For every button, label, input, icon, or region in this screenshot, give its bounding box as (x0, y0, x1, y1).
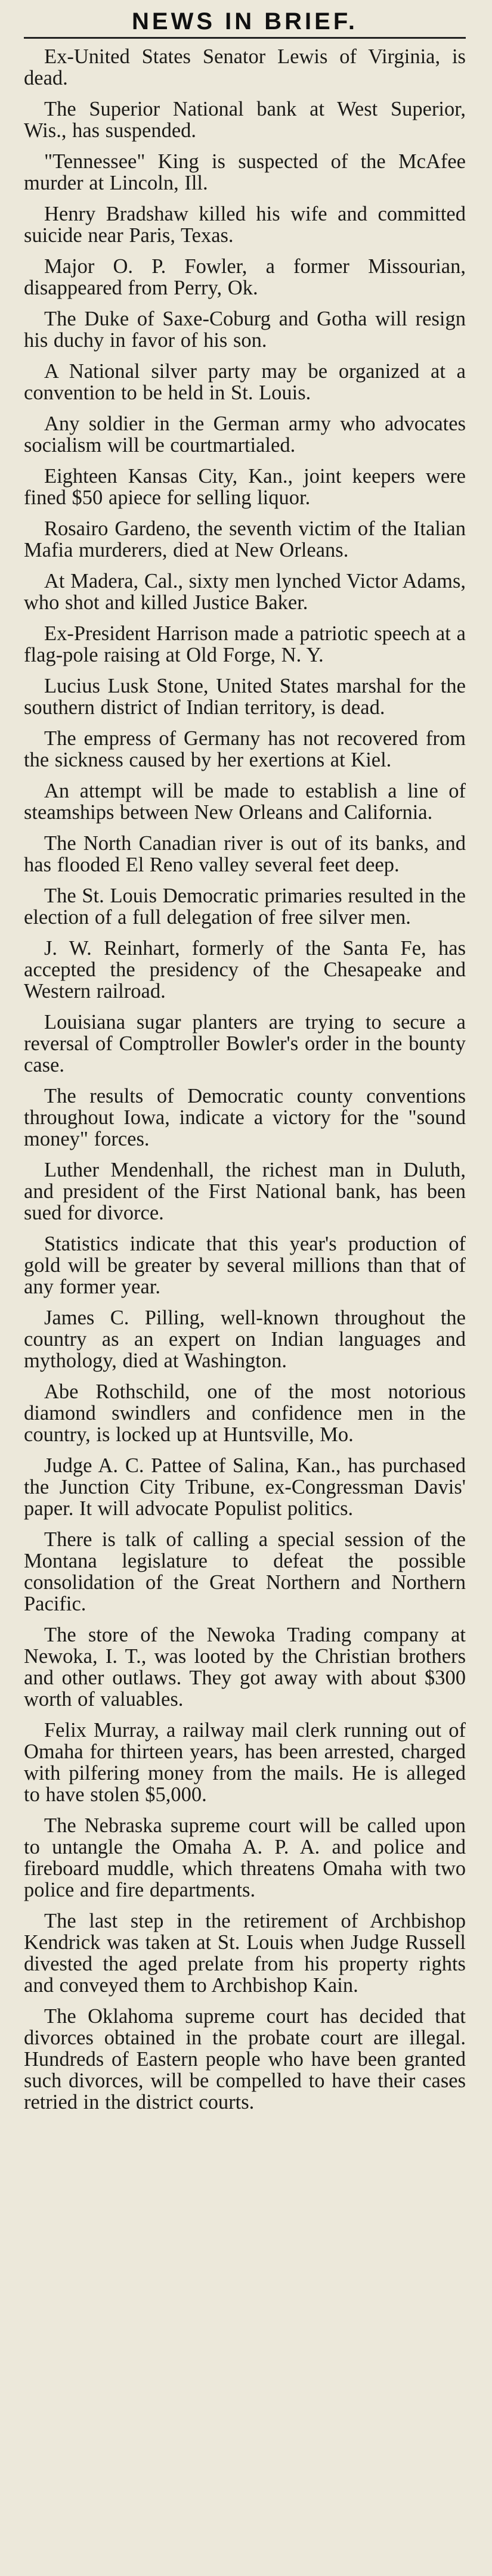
news-item: There is talk of calling a special session of the Montana legislature to defeat the possible consolidation of the Great Northern and Northern Pacific. (24, 1528, 466, 1615)
news-item: Judge A. C. Pattee of Salina, Kan., has purchased the Junction City Tribune, ex-Congressman Davis' paper. It will advocate Populist politics. (24, 1454, 466, 1520)
news-item: A National silver party may be organized at a convention to be held in St. Louis. (24, 360, 466, 404)
news-item: The Oklahoma supreme court has decided that divorces obtained in the probate court are illegal. Hundreds of Eastern people who have been granted such divorces, will be compelled to have their cases retried in the district courts. (24, 2005, 466, 2113)
news-item: At Madera, Cal., sixty men lynched Victor Adams, who shot and killed Justice Baker. (24, 570, 466, 614)
news-item: Any soldier in the German army who advocates socialism will be courtmartialed. (24, 412, 466, 457)
headline-rule (24, 37, 466, 39)
news-item: The Duke of Saxe-Coburg and Gotha will resign his duchy in favor of his son. (24, 308, 466, 352)
news-item: Henry Bradshaw killed his wife and committed suicide near Paris, Texas. (24, 203, 466, 247)
news-item: The last step in the retirement of Archbishop Kendrick was taken at St. Louis when Judge Russell divested the aged prelate from his property rights and conveyed them to Archbishop Kain. (24, 1910, 466, 1997)
news-item: "Tennessee" King is suspected of the McAfee murder at Lincoln, Ill. (24, 150, 466, 194)
news-item: The Superior National bank at West Superior, Wis., has suspended. (24, 98, 466, 142)
news-item: J. W. Reinhart, formerly of the Santa Fe, has accepted the presidency of the Chesapeake and Western railroad. (24, 937, 466, 1003)
news-item: James C. Pilling, well-known throughout the country as an expert on Indian languages and mythology, died at Washington. (24, 1306, 466, 1372)
news-item: The North Canadian river is out of its banks, and has flooded El Reno valley several feet deep. (24, 832, 466, 876)
news-item: Luther Mendenhall, the richest man in Duluth, and president of the First National bank, has been sued for divorce. (24, 1159, 466, 1224)
news-items-list (24, 46, 466, 2113)
news-item: Lucius Lusk Stone, United States marshal for the southern district of Indian territory, is dead. (24, 675, 466, 719)
news-item: Rosairo Gardeno, the seventh victim of the Italian Mafia murderers, died at New Orleans. (24, 517, 466, 561)
news-item: Eighteen Kansas City, Kan., joint keepers were fined $50 apiece for selling liquor. (24, 465, 466, 509)
news-item: The empress of Germany has not recovered from the sickness caused by her exertions at Kiel. (24, 727, 466, 771)
news-item: Ex-President Harrison made a patriotic speech at a flag-pole raising at Old Forge, N. Y. (24, 622, 466, 666)
headline: NEWS IN BRIEF. (132, 8, 358, 35)
news-item: The Nebraska supreme court will be called upon to untangle the Omaha A. P. A. and police and fireboard muddle, which threatens Omaha with two police and fire departments. (24, 1814, 466, 1901)
news-item: The store of the Newoka Trading company at Newoka, I. T., was looted by the Christian brothers and other outlaws. They got away with about $300 worth of valuables. (24, 1624, 466, 1711)
news-item: Louisiana sugar planters are trying to secure a reversal of Comptroller Bowler's order in the bounty case. (24, 1011, 466, 1076)
news-item: Statistics indicate that this year's production of gold will be greater by several millions than that of any former year. (24, 1233, 466, 1298)
news-item: The results of Democratic county conventions throughout Iowa, indicate a victory for the "sound money" forces. (24, 1085, 466, 1150)
news-item: Ex-United States Senator Lewis of Virginia, is dead. (24, 45, 466, 89)
news-item: Major O. P. Fowler, a former Missourian, disappeared from Perry, Ok. (24, 255, 466, 299)
news-item: Abe Rothschild, one of the most notorious diamond swindlers and confidence men in the country, is locked up at Huntsville, Mo. (24, 1380, 466, 1446)
news-item: Felix Murray, a railway mail clerk running out of Omaha for thirteen years, has been arrested, charged with pilfering money from the mails. He is alleged to have stolen $5,000. (24, 1719, 466, 1806)
news-item: An attempt will be made to establish a line of steamships between New Orleans and California. (24, 780, 466, 824)
news-item: The St. Louis Democratic primaries resulted in the election of a full delegation of free silver men. (24, 884, 466, 929)
